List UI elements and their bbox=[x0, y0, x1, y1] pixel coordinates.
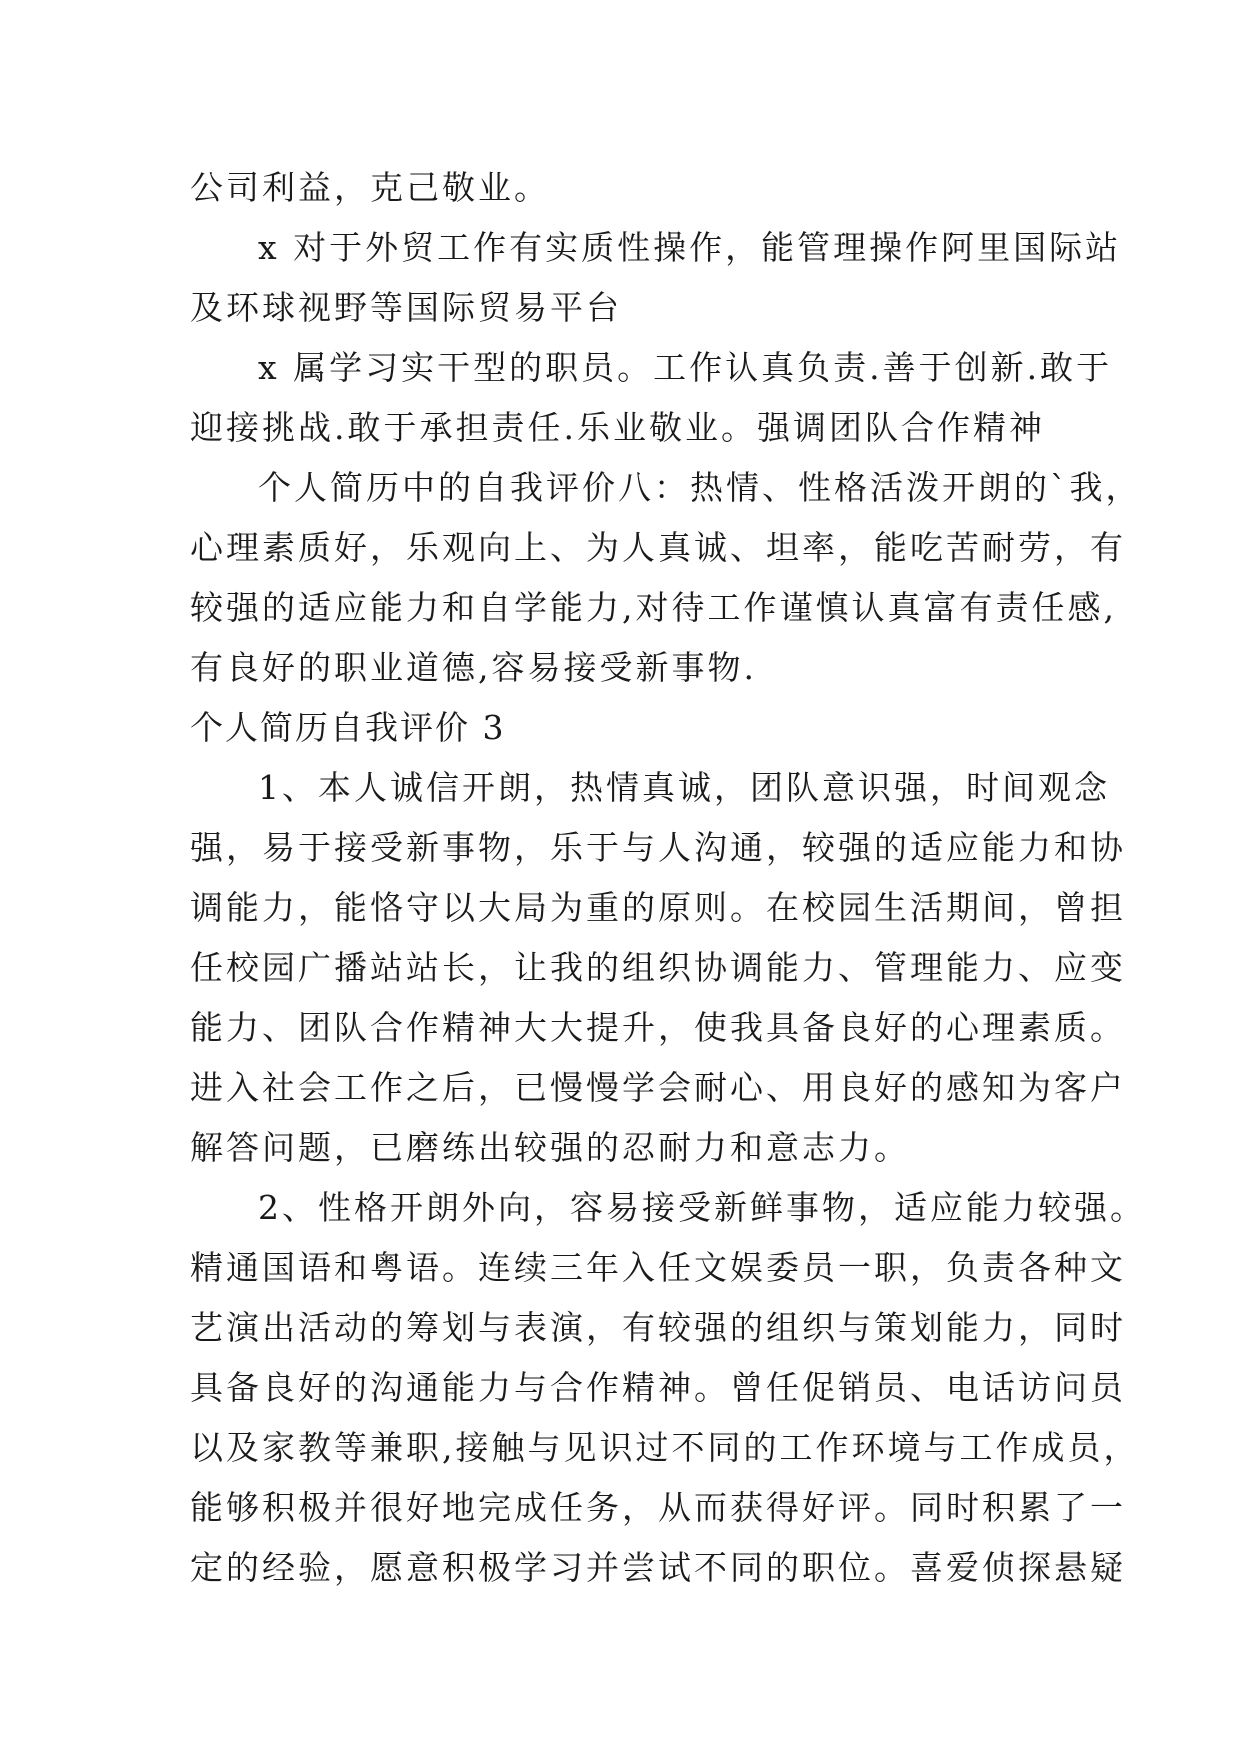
paragraph-line: 心理素质好，乐观向上、为人真诚、坦率，能吃苦耐劳，有 bbox=[190, 528, 1126, 567]
paragraph-line: 定的经验，愿意积极学习并尝试不同的职位。喜爱侦探悬疑 bbox=[190, 1548, 1126, 1587]
paragraph-line: 1、本人诚信开朗，热情真诚，团队意识强，时间观念 bbox=[258, 768, 1110, 807]
paragraph-line: 2、性格开朗外向，容易接受新鲜事物，适应能力较强。 bbox=[258, 1188, 1146, 1227]
paragraph-line: 具备良好的沟通能力与合作精神。曾任促销员、电话访问员 bbox=[190, 1368, 1126, 1407]
paragraph-line: 个人简历中的自我评价八：热情、性格活泼开朗的`我， bbox=[258, 468, 1142, 507]
paragraph-line: 有良好的职业道德,容易接受新事物. bbox=[190, 648, 757, 687]
paragraph-line: 调能力，能恪守以大局为重的原则。在校园生活期间，曾担 bbox=[190, 888, 1126, 927]
paragraph-line: 较强的适应能力和自学能力,对待工作谨慎认真富有责任感, bbox=[190, 588, 1117, 627]
section-heading: 个人简历自我评价 3 bbox=[190, 708, 506, 747]
paragraph-line: x 对于外贸工作有实质性操作，能管理操作阿里国际站 bbox=[258, 228, 1122, 267]
paragraph-line: 以及家教等兼职,接触与见识过不同的工作环境与工作成员， bbox=[190, 1428, 1140, 1467]
paragraph-line: 能力、团队合作精神大大提升，使我具备良好的心理素质。 bbox=[190, 1008, 1126, 1047]
paragraph-line: 艺演出活动的筹划与表演，有较强的组织与策划能力，同时 bbox=[190, 1308, 1126, 1347]
paragraph-line: 强，易于接受新事物，乐于与人沟通，较强的适应能力和协 bbox=[190, 828, 1126, 867]
paragraph-line: 精通国语和粤语。连续三年入任文娱委员一职，负责各种文 bbox=[190, 1248, 1126, 1287]
paragraph-line: 公司利益，克己敬业。 bbox=[190, 168, 550, 207]
paragraph-line: 解答问题，已磨练出较强的忍耐力和意志力。 bbox=[190, 1128, 910, 1167]
paragraph-line: 能够积极并很好地完成任务，从而获得好评。同时积累了一 bbox=[190, 1488, 1126, 1527]
paragraph-line: 及环球视野等国际贸易平台 bbox=[190, 288, 622, 327]
paragraph-line: 进入社会工作之后，已慢慢学会耐心、用良好的感知为客户 bbox=[190, 1068, 1126, 1107]
paragraph-line: 任校园广播站站长，让我的组织协调能力、管理能力、应变 bbox=[190, 948, 1126, 987]
document-body bbox=[190, 158, 1146, 1598]
paragraph-line: x 属学习实干型的职员。工作认真负责.善于创新.敢于 bbox=[258, 348, 1113, 387]
paragraph-line: 迎接挑战.敢于承担责任.乐业敬业。强调团队合作精神 bbox=[190, 408, 1045, 447]
